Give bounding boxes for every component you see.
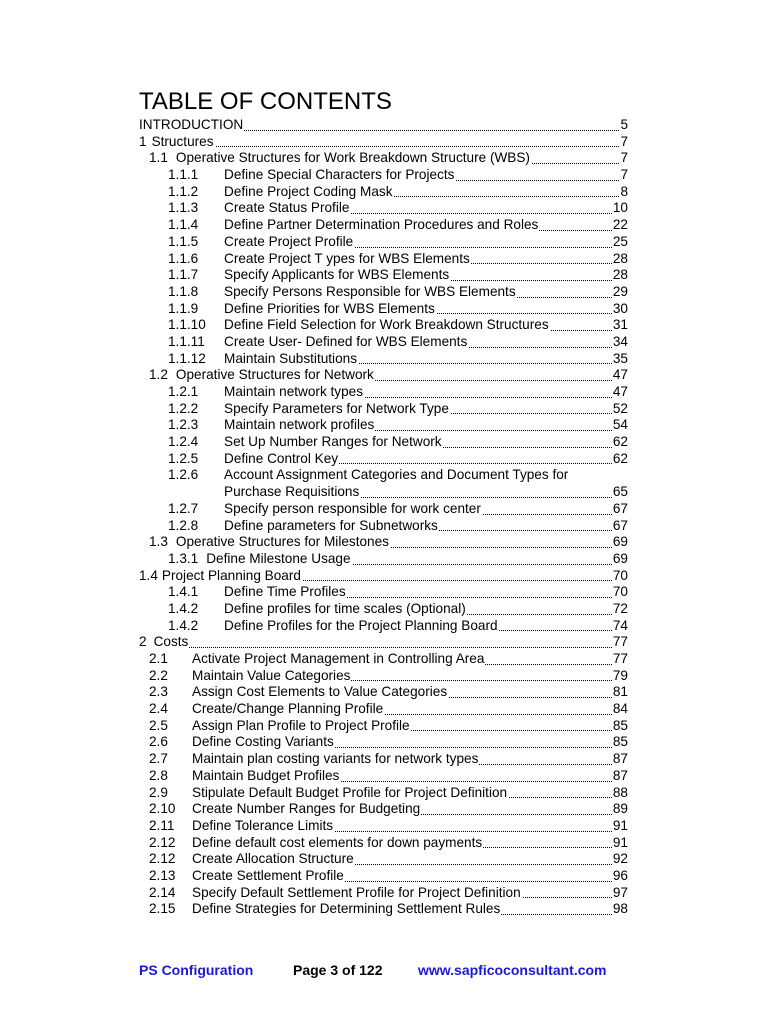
toc-entry-title: Activate Project Management in Controlling Area [192,651,485,667]
toc-entry-number: 1.1.11 [168,333,205,349]
toc-entry-title: Define default cost elements for down payments [192,834,483,850]
toc-entry[interactable] [139,401,628,418]
toc-entry-page: 65 [612,484,628,500]
toc-entry[interactable] [139,501,628,518]
dot-leader [154,647,612,648]
footer-document-name: PS Configuration [139,962,254,978]
toc-entry-number: 1.2.6 [168,467,199,483]
toc-entry-title: Create Project T ypes for WBS Elements [224,250,470,266]
toc-entry-title: Structures [151,133,214,149]
toc-entry-label [192,768,612,785]
toc-entry-page: 7 [620,167,628,183]
toc-entry-page: 34 [612,333,628,349]
toc-entry-title: Create Project Profile [224,233,354,249]
toc-entry-number: 2.7 [149,751,168,767]
toc-entry-title: Maintain Value Categories [192,667,351,683]
toc-entry-title: Define Tolerance Limits [192,817,334,833]
toc-entry-number: 2.13 [149,867,176,883]
toc-entry[interactable] [139,301,628,318]
toc-entry-title: Operative Structures for Work Breakdown Structure (WBS) [175,150,530,166]
toc-entry-title: Costs [153,634,189,650]
toc-entry[interactable] [139,618,628,635]
toc-entry-number: 1.2.8 [168,517,199,533]
toc-entry-label [224,217,612,234]
footer-page-number: Page 3 of 122 [293,962,383,978]
toc-entry-number: 2.9 [149,784,168,800]
toc-entry[interactable] [139,284,628,301]
toc-entry-title: Assign Plan Profile to Project Profile [192,717,410,733]
toc-entry-number: 1.4.1 [168,584,199,600]
toc-entry-title: Maintain network profiles [224,417,375,433]
toc-entry[interactable] [139,334,628,351]
toc-entry-page: 69 [612,550,628,566]
toc-entry[interactable] [139,200,628,217]
toc-entry-title: Define Costing Variants [192,734,334,750]
toc-entry-page: 77 [612,651,628,667]
toc-entry-page: 47 [612,384,628,399]
document-title: TABLE OF CONTENTS [139,88,392,115]
toc-entry-number: 2.14 [149,884,176,900]
toc-entry-page: 28 [612,250,628,266]
toc-entry-number: 1.1.7 [168,267,199,283]
toc-entry-number: 1.4 [139,567,158,583]
toc-entry-number: 1.1.10 [168,317,206,333]
toc-entry[interactable] [139,384,628,401]
toc-entry-page: 35 [612,350,628,366]
toc-entry[interactable] [139,117,628,134]
toc-entry-label [224,384,612,401]
toc-entry-label [224,234,612,251]
toc-entry-number: 1.1.8 [168,283,199,299]
toc-entry-label [224,284,612,301]
toc-entry-page: 87 [612,751,628,767]
toc-entry-page: 67 [612,517,628,533]
toc-entry-number: 2.1 [149,651,168,667]
toc-entry[interactable] [139,467,628,500]
toc-entry-number: 2.11 [149,817,175,833]
toc-entry-number: 1.1.3 [168,200,199,216]
toc-entry[interactable] [139,885,628,902]
toc-entry-page: 47 [612,367,628,383]
toc-entry-number: 1.2.3 [168,417,199,433]
toc-entry[interactable] [139,134,628,151]
toc-entry-title: Specify Default Settlement Profile for Project Definition [192,884,521,900]
toc-entry-label [192,701,612,718]
toc-entry-page: 88 [612,784,628,800]
toc-entry-number: 2 [139,634,147,650]
toc-entry-label [154,634,612,651]
toc-entry-page: 67 [612,500,628,516]
toc-entry-title: Operative Structures for Network [175,367,374,383]
toc-entry[interactable] [139,518,628,535]
toc-entry-label [192,668,612,685]
toc-entry-label [224,184,619,201]
toc-entry-label [224,434,612,451]
toc-entry-title: Create User- Defined for WBS Elements [224,333,468,349]
toc-entry-number: 1.1.1 [168,167,199,183]
toc-entry-label [224,267,612,284]
footer-website-link[interactable]: www.sapficoconsultant.com [418,962,607,978]
toc-entry-label [139,117,619,134]
toc-entry[interactable] [139,668,628,685]
toc-entry-label [224,301,612,318]
toc-entry-title: Create Status Profile [224,200,350,216]
toc-entry-page: 85 [612,717,628,733]
toc-entry-page: 29 [612,283,628,299]
toc-entry-title: Define Profiles for the Project Planning Board [224,617,498,633]
toc-entry-label [192,868,612,885]
toc-entry[interactable] [139,634,628,651]
toc-entry-title: Specify Persons Responsible for WBS Elements [224,283,516,299]
toc-entry-title: Define Milestone Usage [206,550,351,566]
toc-entry-title: Define Strategies for Determining Settlement Rules [192,901,501,917]
toc-entry-number: 1.4.2 [168,600,199,616]
toc-entry[interactable] [139,601,628,618]
toc-entry-page: 97 [612,884,628,900]
toc-entry-label [192,651,612,668]
toc-entry-label [224,334,612,351]
toc-entry[interactable] [139,751,628,768]
toc-entry[interactable] [139,317,628,334]
toc-entry[interactable] [139,851,628,868]
toc-entry-number: 1.2.5 [168,450,199,466]
toc-entry[interactable] [139,684,628,701]
toc-entry-page: 70 [612,567,628,583]
toc-entry-page: 87 [612,767,628,783]
toc-entry-page: 74 [612,617,628,633]
toc-entry-title: Create Allocation Structure [192,851,354,867]
toc-entry[interactable] [139,417,628,434]
toc-entry-label [224,618,612,635]
toc-entry-title: Create Settlement Profile [192,867,344,883]
toc-entry[interactable] [139,367,628,384]
toc-entry[interactable] [139,351,628,368]
toc-entry[interactable] [139,217,628,234]
toc-entry-title: Maintain Substitutions [224,350,357,366]
toc-entry-page: 31 [612,317,628,333]
toc-entry-page: 81 [612,684,628,700]
toc-entry-label [192,684,612,701]
toc-entry-title: Specify person responsible for work center [224,500,481,516]
toc-entry-title: Define Field Selection for Work Breakdown Structures [224,317,549,333]
toc-entry-number: 2.15 [149,901,176,917]
toc-entry-title: Stipulate Default Budget Profile for Project Definition [192,784,508,800]
toc-entry-label [162,568,612,585]
toc-entry[interactable] [139,534,628,551]
toc-entry[interactable] [139,568,628,585]
toc-entry-title: Create Number Ranges for Budgeting [192,801,421,817]
toc-entry-title: Operative Structures for Milestones [175,534,389,550]
toc-entry-number: 2.12 [149,834,176,850]
toc-entry[interactable] [139,701,628,718]
toc-entry[interactable] [139,835,628,852]
toc-entry-page: 62 [612,450,628,466]
toc-entry-number: 2.5 [149,717,168,733]
toc-entry-page: 30 [612,300,628,316]
toc-entry-number: 2.10 [149,801,176,817]
toc-entry-label [224,601,612,618]
toc-entry-page: 85 [612,734,628,750]
toc-entry[interactable] [139,234,628,251]
toc-entry-number: 1.3.1 [168,550,199,566]
toc-entry-number: 1.2.2 [168,400,199,416]
toc-entry[interactable] [139,167,628,184]
toc-entry-number: 1.2.1 [168,384,199,399]
toc-entry-page: 98 [612,901,628,917]
toc-entry-number: 1.2 [149,367,168,383]
toc-entry-number: 1.1 [149,150,168,166]
toc-entry-title: Define Special Characters for Projects [224,167,455,183]
toc-entry-title: Define Control Key [224,450,339,466]
toc-entry-page: 28 [612,267,628,283]
toc-entry[interactable] [139,184,628,201]
toc-entry-number: 1.1.9 [168,300,199,316]
toc-entry-page: 7 [620,150,628,166]
toc-entry-title: Define Priorities for WBS Elements [224,300,435,316]
toc-entry-title: Create/Change Planning Profile [192,701,384,717]
toc-entry-number: 1.1.6 [168,250,199,266]
toc-entry-label [176,534,612,551]
toc-entry[interactable] [139,150,628,167]
toc-entry[interactable] [139,801,628,818]
toc-entry-label [224,251,612,268]
toc-entry-number: 2.3 [149,684,168,700]
toc-entry-label [224,200,612,217]
toc-entry-page: 72 [612,600,628,616]
toc-entry-page: 22 [612,217,628,233]
toc-entry-page: 84 [612,701,628,717]
toc-entry-number: 1.2.7 [168,500,199,516]
toc-entry-label [224,351,612,368]
toc-entry-number: 2.6 [149,734,168,750]
toc-entry-number: 1 [139,133,147,149]
toc-entry-title: Specify Applicants for WBS Elements [224,267,450,283]
toc-entry[interactable] [139,267,628,284]
toc-entry-label [206,551,612,568]
toc-entry-label [224,584,612,601]
toc-entry-page: 52 [612,400,628,416]
toc-entry-page: 10 [612,200,628,216]
toc-entry-number: 1.1.12 [168,350,206,366]
toc-entry-page: 96 [612,867,628,883]
toc-entry-label [152,134,620,151]
toc-entry-title: INTRODUCTION [139,117,244,132]
toc-entry[interactable] [139,734,628,751]
toc-entry-label [192,885,612,902]
toc-entry-title: Maintain network types [224,384,364,399]
toc-entry-label [176,150,620,167]
toc-entry-page: 91 [612,834,628,850]
toc-entry-title: Define profiles for time scales (Optional) [224,600,466,616]
toc-entry-label [192,851,612,868]
toc-entry-label [192,718,612,735]
toc-entry-label [192,835,612,852]
toc-entry-label [192,901,612,918]
toc-entry[interactable] [139,785,628,802]
toc-entry-label [224,518,612,535]
dot-leader [152,146,620,147]
toc-entry-label [224,501,612,518]
toc-entry-number: 1.4.2 [168,617,199,633]
toc-entry-number: 1.2.4 [168,434,199,450]
toc-entry-page: 91 [612,817,628,833]
toc-entry-number: 2.4 [149,701,168,717]
toc-entry-label [192,751,612,768]
toc-entry[interactable] [139,901,628,918]
table-of-contents [139,117,628,918]
toc-entry-number: 1.1.2 [168,183,199,199]
toc-entry-page: 77 [612,634,628,650]
toc-entry-page: 7 [620,133,628,149]
toc-entry-number: 1.1.4 [168,217,199,233]
toc-entry-page: 5 [620,117,628,132]
toc-entry-title: Set Up Number Ranges for Network [224,434,442,450]
toc-entry-title: Maintain Budget Profiles [192,767,340,783]
toc-entry[interactable] [139,551,628,568]
toc-entry-page: 25 [612,233,628,249]
toc-entry-title: Specify Parameters for Network Type [224,400,449,416]
toc-entry-page: 69 [612,534,628,550]
toc-entry-title: Define Partner Determination Procedures and Roles [224,217,539,233]
toc-entry[interactable] [139,651,628,668]
toc-entry-label [192,734,612,751]
toc-entry-label [224,401,612,418]
toc-entry-title: Maintain plan costing variants for network types [192,751,479,767]
toc-entry-title: Project Planning Board [161,567,301,583]
toc-entry-label [224,451,612,468]
toc-entry-label [224,167,619,184]
toc-entry-title: Assign Cost Elements to Value Categories [192,684,448,700]
toc-entry[interactable] [139,451,628,468]
toc-entry[interactable] [139,251,628,268]
toc-entry-title: Define Time Profiles [224,584,346,600]
toc-entry[interactable] [139,868,628,885]
toc-entry-page: 89 [612,801,628,817]
toc-entry-label [224,417,612,434]
toc-entry[interactable] [139,818,628,835]
toc-entry-label [224,467,612,500]
toc-entry-title: Account Assignment Categories and Document Types for Purchase Requisitions [224,467,569,500]
toc-entry-title: Define Project Coding Mask [224,183,393,199]
toc-entry-page: 79 [612,667,628,683]
toc-entry-page: 92 [612,851,628,867]
toc-entry-label [192,785,612,802]
toc-entry-title: Define parameters for Subnetworks [224,517,438,533]
toc-entry[interactable] [139,434,628,451]
toc-entry-number: 2.12 [149,851,176,867]
toc-entry-label [192,818,612,835]
toc-entry-page: 70 [612,584,628,600]
toc-entry-label [192,801,612,818]
toc-entry-label [224,317,612,334]
toc-entry-number: 2.8 [149,767,168,783]
toc-entry-number: 1.1.5 [168,233,199,249]
toc-entry[interactable] [139,718,628,735]
toc-entry-page: 54 [612,417,628,433]
toc-entry-page: 8 [620,183,628,199]
toc-entry-page: 62 [612,434,628,450]
toc-entry-number: 2.2 [149,667,168,683]
toc-entry-number: 1.3 [149,534,168,550]
toc-entry[interactable] [139,584,628,601]
toc-entry[interactable] [139,768,628,785]
toc-entry-label [176,367,612,384]
